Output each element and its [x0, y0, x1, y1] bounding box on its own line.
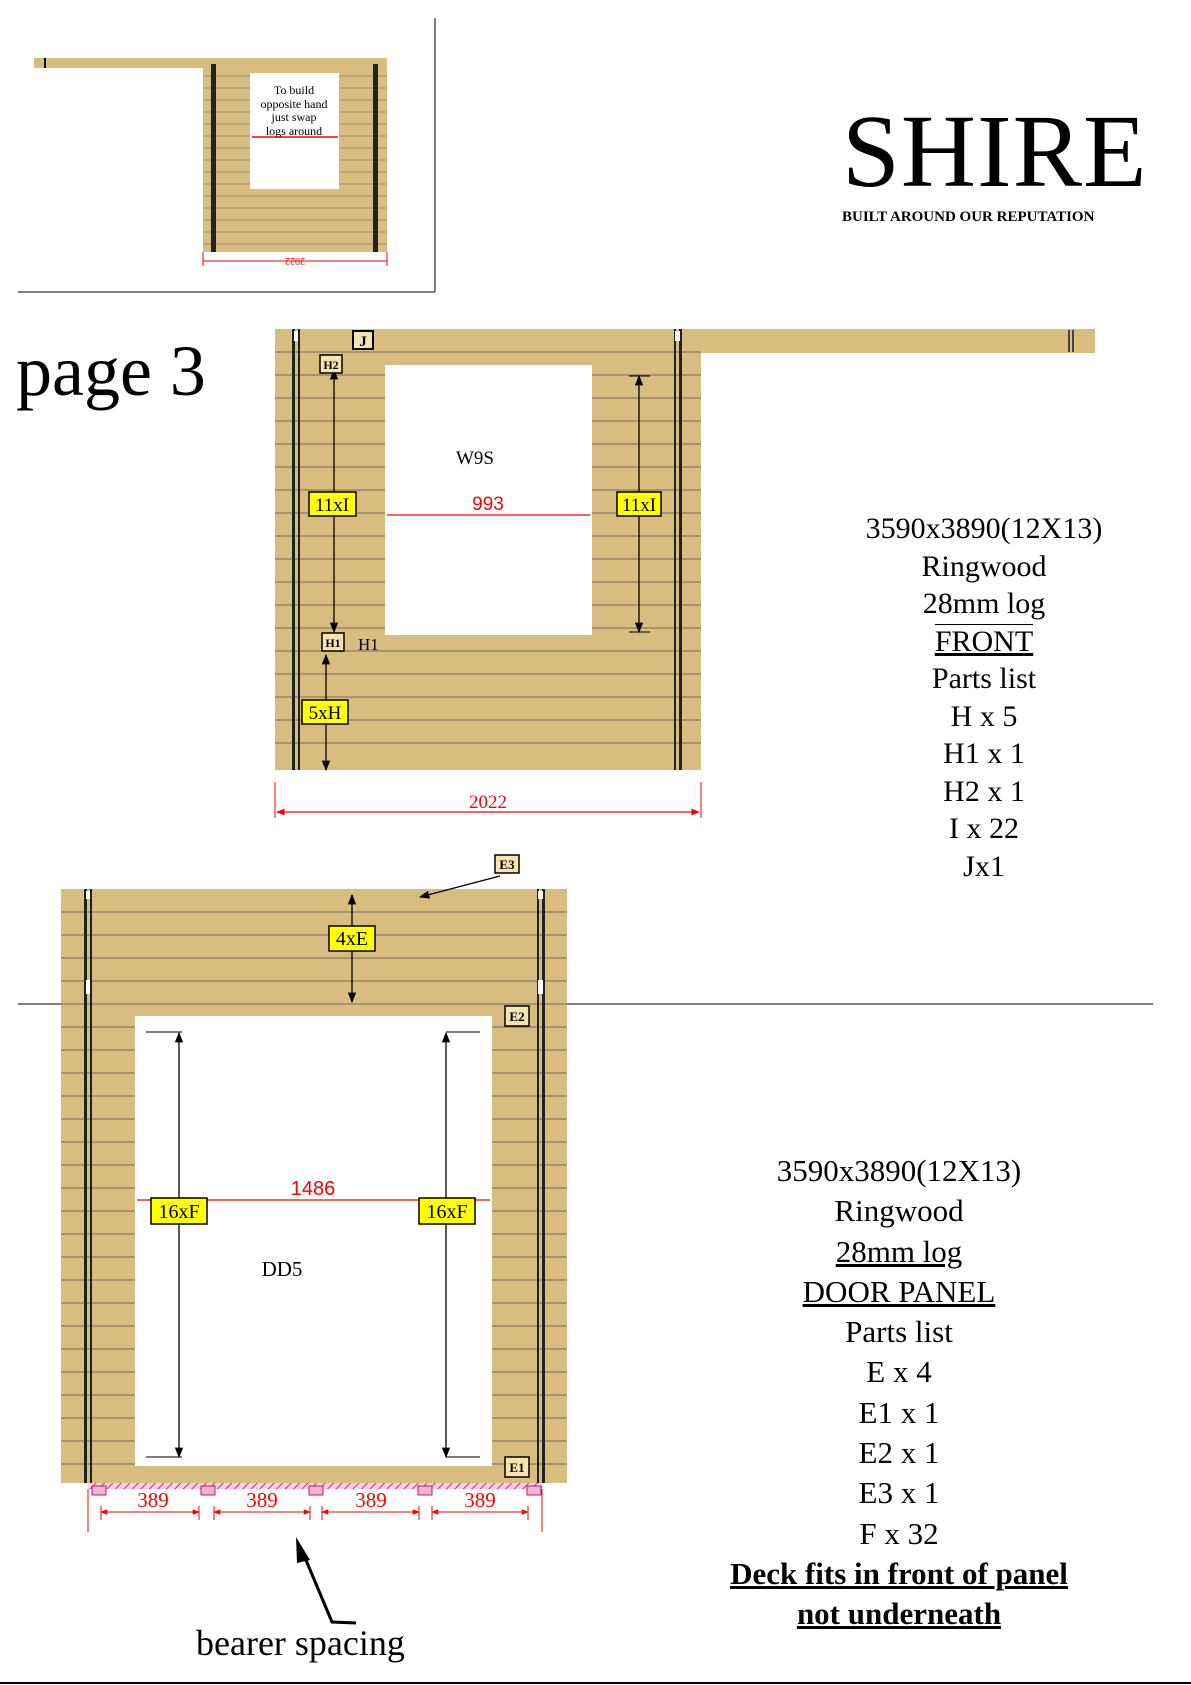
front-spec-log: 28mm log: [922, 587, 1046, 620]
door-opening-width: 1486: [290, 1178, 336, 1200]
bearer-pointer: [303, 1553, 356, 1623]
door-part: E2 x 1: [858, 1435, 940, 1471]
inset-note-line: logs around: [265, 123, 323, 138]
front-part: I x 22: [949, 812, 1019, 845]
deck-note-line-1: Deck fits in front of panel: [730, 1555, 1068, 1591]
door-spec-model: Ringwood: [834, 1193, 964, 1229]
svg-text:H1: H1: [325, 636, 341, 650]
door-spec-log: 28mm log: [835, 1233, 963, 1269]
inset-left-post: [211, 64, 216, 252]
door-opening-code: DD5: [261, 1257, 303, 1281]
svg-text:16xF: 16xF: [426, 1201, 468, 1223]
front-opening-width: 993: [472, 494, 504, 515]
door-part: E1 x 1: [858, 1394, 940, 1430]
svg-text:4xE: 4xE: [335, 928, 369, 950]
bearer-spacing-1: 389: [137, 1488, 169, 1512]
front-part: H x 5: [950, 699, 1018, 733]
door-part: F x 32: [859, 1515, 939, 1551]
front-parts-title: Parts list: [931, 662, 1037, 695]
door-part: E3 x 1: [858, 1475, 940, 1511]
front-total-width: 2022: [469, 792, 507, 813]
inset-thumbnail: [18, 18, 435, 292]
bearer-spacing-3: 389: [355, 1488, 387, 1512]
bearer-spacing-2: 389: [246, 1488, 278, 1512]
inset-note-line: just swap: [271, 110, 317, 124]
door-opening: [135, 1016, 492, 1466]
front-spec-size: 3590x3890(12X13): [865, 512, 1103, 545]
front-spec-model: Ringwood: [921, 549, 1047, 583]
door-part: E x 4: [866, 1354, 932, 1390]
page-title: page 3: [16, 331, 206, 411]
front-part: H1 x 1: [943, 737, 1025, 770]
front-opening-code: W9S: [456, 448, 494, 469]
bearer-spacing-label: bearer spacing: [196, 1623, 405, 1663]
door-spec-panel: DOOR PANEL: [802, 1273, 996, 1309]
svg-text:11xI: 11xI: [621, 495, 657, 516]
door-panel-drawing: [61, 855, 567, 1623]
inset-note: [248, 84, 340, 138]
deck-note-line-2: not underneath: [796, 1596, 1002, 1632]
inset-dimension: 2022: [285, 255, 305, 266]
door-parts-title: Parts list: [845, 1314, 953, 1350]
front-spec-panel: FRONT: [934, 624, 1034, 658]
svg-text:H2: H2: [323, 358, 339, 372]
front-part: Jx1: [963, 849, 1005, 883]
svg-text:11xI: 11xI: [314, 495, 350, 516]
inset-note-line: opposite hand: [260, 96, 328, 111]
inset-note-line: To build: [273, 83, 315, 97]
svg-text:E3: E3: [499, 857, 515, 872]
svg-text:16xF: 16xF: [158, 1201, 200, 1223]
front-eave-rail: [675, 329, 1095, 353]
front-part: H2 x 1: [943, 774, 1025, 808]
svg-text:J: J: [359, 334, 367, 350]
svg-text:E2: E2: [509, 1009, 525, 1024]
svg-text:E1: E1: [509, 1460, 525, 1475]
door-spec-size: 3590x3890(12X13): [776, 1153, 1022, 1188]
front-spec-block: [804, 510, 1164, 885]
inset-right-post: [373, 64, 378, 252]
door-spec-block: [719, 1151, 1079, 1635]
svg-text:5xH: 5xH: [308, 703, 342, 724]
h1-label: H1: [358, 635, 379, 654]
brand-logo: SHIRE: [842, 94, 1148, 209]
brand-tagline: BUILT AROUND OUR REPUTATION: [842, 209, 1095, 225]
bearer-spacing-4: 389: [464, 1488, 496, 1512]
